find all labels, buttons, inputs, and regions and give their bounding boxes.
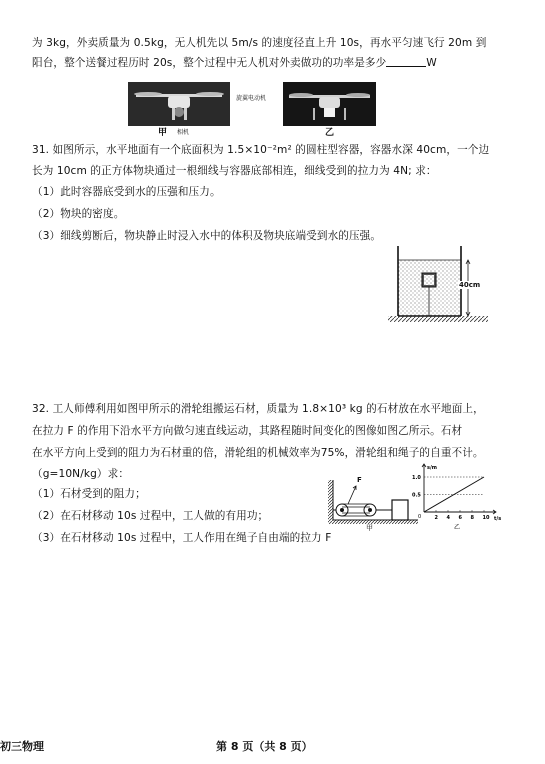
photo-a-caption: 甲 xyxy=(158,128,168,138)
q32-line-1: 32. 工人师傅利用如图甲所示的滑轮组搬运石材，质量为 1.8×10³ kg 的石材放在水平地面上， xyxy=(32,403,484,415)
q31-sub-2: （2）物块的密度。 xyxy=(32,208,125,220)
drone-photo-a xyxy=(128,82,230,126)
graph-caption: 乙 xyxy=(454,524,461,531)
camera-label: 相机 xyxy=(177,129,190,136)
x-tick-label: 2 xyxy=(434,515,438,521)
x-tick-label: 6 xyxy=(458,515,462,521)
y-tick-label: 0.5 xyxy=(412,492,421,499)
x-tick-label: 10 xyxy=(482,515,490,521)
answer-blank xyxy=(386,56,426,67)
y-axis-unit: s/m xyxy=(427,465,438,471)
q32-sub-3: （3）在石材移动 10s 过程中，工人作用在绳子自由端的拉力 F xyxy=(32,532,332,544)
y-tick-label: 1.0 xyxy=(412,475,421,481)
q30-unit: W xyxy=(426,57,437,69)
q32-line-4: （g=10N/kg）求： xyxy=(32,468,130,480)
q30-question-text: 阳台，整个送餐过程历时 20s，整个过程中无人机对外卖做功的功率是多少 xyxy=(32,57,387,69)
origin-label: 0 xyxy=(418,514,422,520)
x-tick-label: 8 xyxy=(470,515,474,521)
q32-sub-1: （1）石材受到的阻力； xyxy=(32,488,146,500)
q32-line-3: 在水平方向上受到的阻力为石材重的倍，滑轮组的机械效率为75%，滑轮组和绳子的自重不计。 xyxy=(32,447,484,459)
q31-line-1: 31. 如图所示，水平地面有一个底面积为 1.5×10⁻²m² 的圆柱型容器，容器水深 40cm，一个边 xyxy=(32,144,490,156)
q31-sub-3: （3）细线剪断后，物块静止时浸入水中的体积及物块底端受到水的压强。 xyxy=(32,230,382,242)
drone-photo-b xyxy=(283,82,376,126)
footer-page-number: 第 8 页（共 8 页） xyxy=(216,740,313,753)
q30-line-1: 为 3kg，外卖质量为 0.5kg，无人机先以 5m/s 的速度径直上升 10s，再水平匀速飞行 20m 到 xyxy=(32,37,487,49)
pulley-caption: 甲 xyxy=(366,524,373,532)
x-axis-unit: t/s xyxy=(494,516,502,522)
st-chart-svg xyxy=(406,460,502,536)
container-figure xyxy=(386,242,496,328)
footer-subject: 初三物理 xyxy=(0,740,44,753)
q31-line-2: 长为 10cm 的正方体物块通过一根细线与容器底部相连，细线受到的拉力为 4N; 求： xyxy=(32,165,437,177)
force-label: F xyxy=(357,476,362,484)
q32-line-2: 在拉力 F 的作用下沿水平方向做匀速直线运动，其路程随时间变化的图像如图乙所示。石材 xyxy=(32,425,463,437)
depth-label: 40cm xyxy=(459,281,481,289)
q31-sub-1: （1）此时容器底受到水的压强和压力。 xyxy=(32,186,221,198)
motor-label: 旋翼电动机 xyxy=(236,95,267,102)
st-graph xyxy=(406,460,502,536)
q30-line-2 xyxy=(32,56,437,70)
photo-b-caption: 乙 xyxy=(325,128,335,138)
x-tick-label: 4 xyxy=(446,515,450,521)
q32-sub-2: （2）在石材移动 10s 过程中，工人做的有用功； xyxy=(32,510,269,522)
